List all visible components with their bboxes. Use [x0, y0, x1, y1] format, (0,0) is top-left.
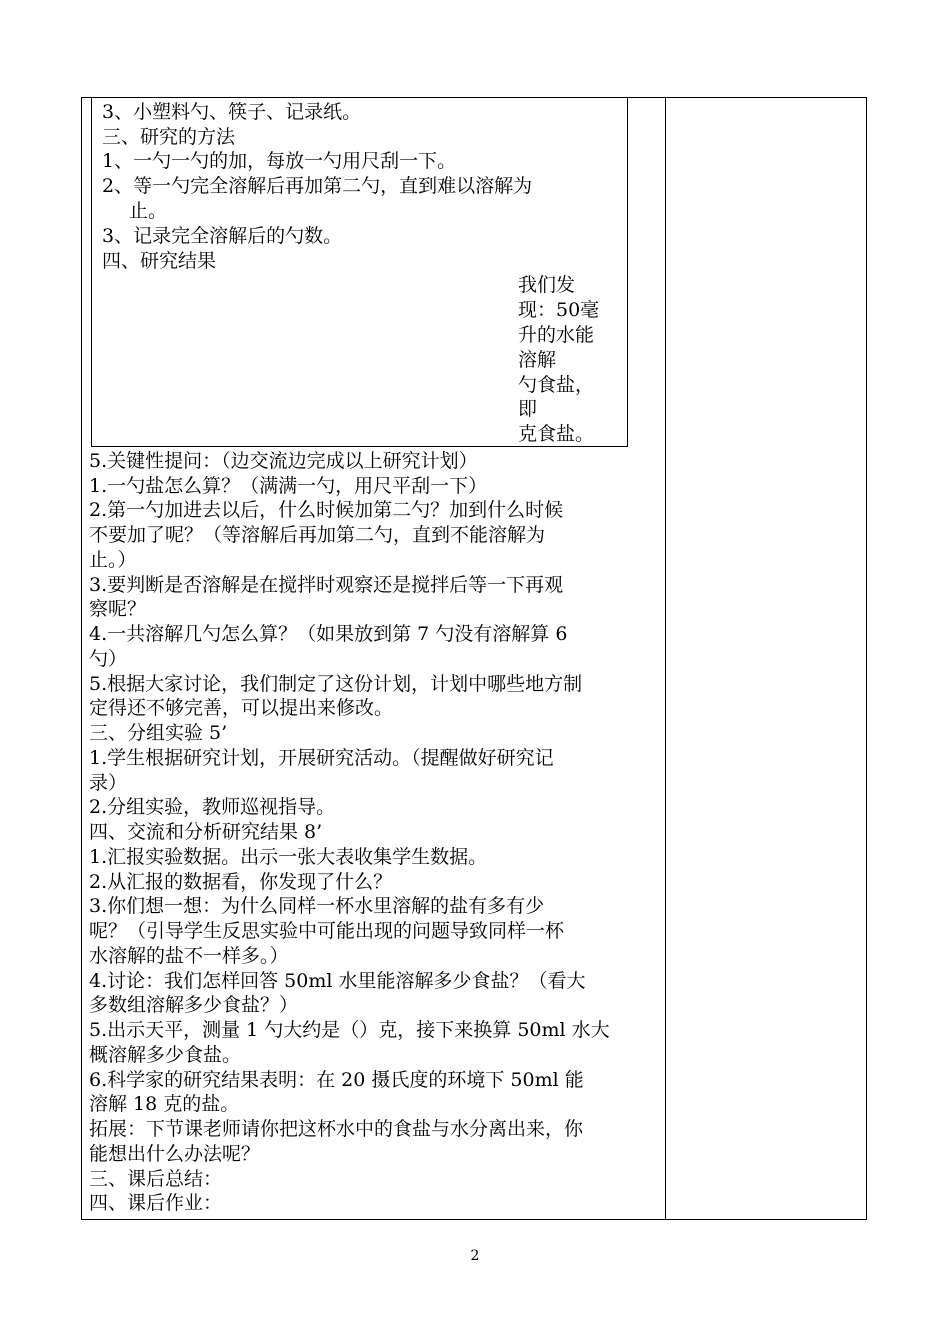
body-line: 6.科学家的研究结果表明：在 20 摄氏度的环境下 50ml 能	[89, 1069, 584, 1091]
body-line: 呢？（引导学生反思实验中可能出现的问题导致同样一杯	[89, 920, 565, 942]
body-line: 5.关键性提问：（边交流边完成以上研究计划）	[89, 450, 478, 472]
plan-line: 3、小塑料勺、筷子、记录纸。	[102, 101, 362, 123]
body-line: 勺）	[89, 648, 128, 670]
body-line: 定得还不够完善，可以提出来修改。	[89, 697, 394, 719]
result-line: 升的水能	[518, 324, 595, 346]
body-line: 察呢？	[89, 598, 147, 620]
body-line: 水溶解的盐不一样多。）	[89, 945, 289, 967]
body-line: 不要加了呢？（等溶解后再加第二勺，直到不能溶解为	[89, 524, 546, 546]
plan-line: 四、研究结果	[102, 250, 217, 272]
body-line: 录）	[89, 772, 128, 794]
body-line: 1.一勺盐怎么算？（满满一勺，用尺平刮一下）	[89, 475, 488, 497]
body-line: 多数组溶解多少食盐？）	[89, 994, 299, 1016]
table-column-divider	[665, 97, 666, 1220]
result-line: 溶解	[518, 349, 557, 371]
plan-line: 止。	[129, 200, 168, 222]
section-heading: 三、课后总结：	[89, 1168, 223, 1190]
section-heading: 三、分组实验 5’	[89, 722, 228, 744]
body-line: 2.从汇报的数据看，你发现了什么？	[89, 871, 393, 893]
body-line: 1.汇报实验数据。出示一张大表收集学生数据。	[89, 846, 488, 868]
body-line: 5.出示天平，测量 1 勺大约是（）克，接下来换算 50ml 水大	[89, 1019, 610, 1041]
body-line: 止。）	[89, 549, 137, 571]
body-line: 拓展：下节课老师请你把这杯水中的食盐与水分离出来，你	[89, 1118, 584, 1140]
body-line: 溶解 18 克的盐。	[89, 1093, 240, 1115]
plan-line: 1、一勺一勺的加，每放一勺用尺刮一下。	[102, 150, 457, 172]
body-line: 4.讨论：我们怎样回答 50ml 水里能溶解多少食盐？（看大	[89, 970, 586, 992]
body-line: 4.一共溶解几勺怎么算？（如果放到第 7 勺没有溶解算 6	[89, 623, 568, 645]
plan-line: 三、研究的方法	[102, 126, 236, 148]
body-line: 3.要判断是否溶解是在搅拌时观察还是搅拌后等一下再观	[89, 574, 564, 596]
body-line: 5.根据大家讨论，我们制定了这份计划，计划中哪些地方制	[89, 673, 583, 695]
page-number: 2	[470, 1248, 480, 1264]
body-line: 概溶解多少食盐。	[89, 1044, 242, 1066]
result-line: 克食盐。	[518, 423, 595, 445]
result-line: 现：50毫	[518, 299, 600, 321]
result-line: 勺食盐，	[518, 374, 595, 396]
section-heading: 四、交流和分析研究结果 8’	[89, 821, 323, 843]
body-line: 2.分组实验，教师巡视指导。	[89, 796, 336, 818]
result-line: 即	[518, 398, 538, 420]
plan-line: 3、记录完全溶解后的勺数。	[102, 225, 343, 247]
body-line: 3.你们想一想：为什么同样一杯水里溶解的盐有多有少	[89, 895, 545, 917]
result-line: 我们发	[518, 274, 576, 296]
body-line: 1.学生根据研究计划，开展研究活动。（提醒做好研究记	[89, 747, 554, 769]
section-heading: 四、课后作业：	[89, 1192, 223, 1214]
body-line: 2.第一勺加进去以后，什么时候加第二勺？加到什么时候	[89, 499, 564, 521]
body-line: 能想出什么办法呢？	[89, 1143, 261, 1165]
plan-line: 2、等一勺完全溶解后再加第二勺，直到难以溶解为	[102, 175, 533, 197]
